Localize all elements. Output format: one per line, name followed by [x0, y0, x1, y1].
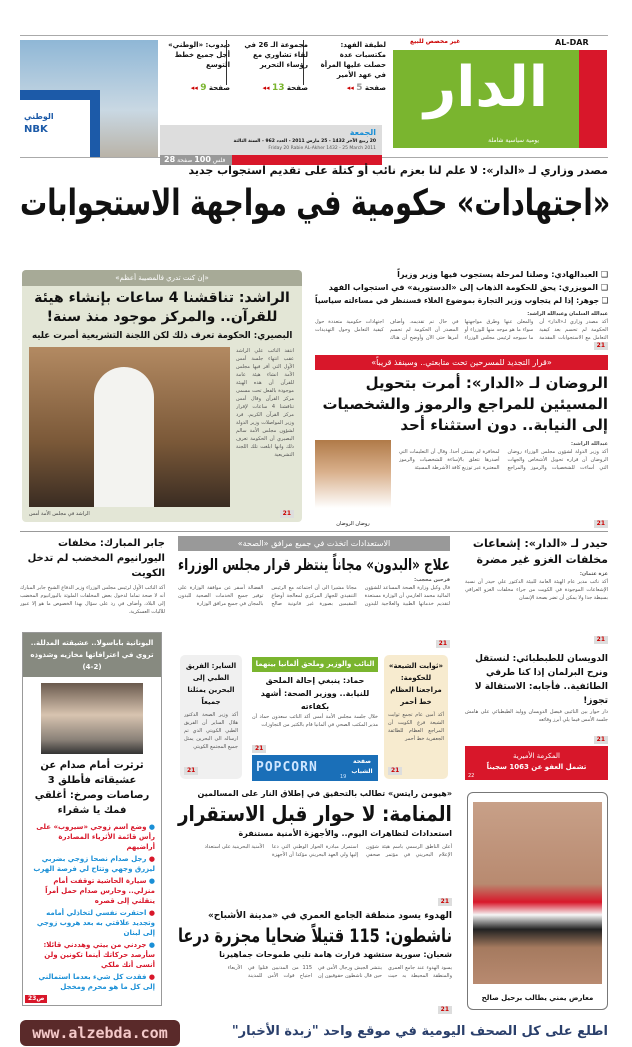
- date-ar: 20 ربيع الآخر 1432 - 25 مارس 2011 - العدد 962 - السنة الثالثة: [233, 139, 376, 144]
- text-block: 13: [271, 83, 285, 93]
- bullet: [315, 268, 608, 281]
- text-block: ❑ جوهر: إذا لم يتجاوب وزير التجارة بموضوع الغلاء فسننظر في مساءلته سياسياً: [314, 296, 608, 305]
- text-block: شعبان: سورية ستشهد قرارت هامة تلبي طموحات جماهيرنا: [219, 950, 452, 959]
- bullet-icon: ●: [148, 941, 155, 949]
- page-ref[interactable]: ص23: [25, 995, 47, 1003]
- arrow-icon: ◂◂: [346, 84, 354, 92]
- text-block: احتقرت نفسي لتخاذلي أمامه وتجديد علاقتي به بعد هروب زوجي إلى لبنان: [36, 909, 155, 937]
- bullet-icon: ●: [148, 973, 155, 981]
- amnesty-page: 22: [468, 773, 475, 779]
- papasola-header: اليونانية باباسولا.. عشيقته المدللة.. تروي في اعترافاتها مخازيه وشذوذه (2-4): [23, 633, 161, 677]
- logo: [393, 50, 579, 148]
- footer-promo: [188, 1022, 608, 1042]
- divider: [20, 35, 608, 36]
- text-block: المويزري: يحق للحكومة الذهاب إلى «الدستورية» في استجواب الفهد: [328, 283, 599, 292]
- text-block: «اجتهادات» حكومية في مواجهة الاستجوابات: [19, 183, 610, 224]
- yemen-photo-box: [467, 792, 608, 1010]
- rodhan-byline: عبدالله الراشد:: [571, 441, 608, 447]
- teaser-text: ديدوب: «الوطني» أجل جميع خطط التوسع: [168, 41, 230, 69]
- manama-headline[interactable]: [178, 800, 452, 828]
- text-block: ناشطون: 115 قتيلاً ضحايا مجزرة درعا: [177, 925, 452, 947]
- rodhan-photo: [315, 440, 391, 520]
- page-ref[interactable]: 21: [594, 520, 608, 528]
- dawaisan-story: [465, 652, 608, 780]
- saier-headline[interactable]: الساير: الفريق الطبي إلى البحرين يمثلنا جميعاً: [185, 662, 237, 706]
- teasers: [160, 40, 388, 112]
- rashed-photo: [29, 347, 230, 507]
- saier-body: أكد وزير الصحة الدكتور هلال الساير أن الفريق الطبي الكويتي الذي تم ارساله الى البحرين يمثل جميع المجتمع الكويتي: [184, 712, 238, 750]
- text-block: فقدت كل شيء بعدما استمالني إلى كل ما هو محرم ومخجل: [38, 973, 155, 991]
- shia-box: [384, 655, 448, 779]
- rashed-caption: الراشد في مجلس الأمة أمس: [29, 511, 90, 517]
- bedoon-story: [178, 536, 450, 648]
- haider-story: [465, 536, 608, 644]
- bedoon-banner: الاستعدادات اتخذت في جميع مرافق «الصحة»: [178, 536, 450, 551]
- rashed-headline[interactable]: الراشد: تناقشنا 4 ساعات بإنشاء هيئة للقرآن.. والمركز موجود منذ سنة!: [34, 290, 290, 325]
- popcorn-page: 19: [340, 774, 347, 780]
- nbk-ad[interactable]: [20, 40, 158, 157]
- dawaisan-headline[interactable]: الدويسان للطبطبائي: لنستقل ونرح البرلمان إذا كنا طرفي الطائفية.. فأجابه: الاستقالة لا تجوز!: [474, 654, 608, 706]
- bullet-icon: ●: [148, 823, 155, 831]
- text-block: اطلع على كل الصحف اليومية في موقع واحد "زبدة الأخبار": [231, 1024, 608, 1039]
- page-ref[interactable]: 21: [438, 898, 452, 906]
- jaber-headline[interactable]: جابر المبارك: مخلفات اليورانيوم المخضب لم تدخل الكويت: [27, 538, 165, 579]
- rashed-story: [29, 347, 294, 507]
- divider: [20, 531, 608, 532]
- rodhan-headline[interactable]: الروضان لـ «الدار»: أمرت بتحويل المسيئين للمراجع والرموز والشخصيات إلى النيابة.. دون استثناء أحد: [322, 374, 608, 434]
- lead-body: أكد مصدر وزاري لـ«الدار» أن الحكومة لم تحسم بعد كيفية التعامل مع الاستجوابات المقدمة والمعلن عنها وطرق مواجهتها سواء ما هو موجه منها للوزراء أو ما سيوجه لرئيس مجلس الوزراء في حال تم تقديمه. وأضاف المصدر أن الحكومة لم تحسم أمرها حتى الآن وأوضح أن هناك اجتهادات حكومية متعددة حول كيفية التعامل وحول التهديدات: [315, 319, 608, 341]
- yemen-caption: معارض يمني يطالب برحيل صالح: [481, 994, 594, 1002]
- hammad-story: [252, 657, 378, 781]
- haider-byline: عزة عثمان:: [579, 571, 608, 577]
- popcorn-label: صفحة الشباب: [351, 758, 373, 775]
- popcorn-box[interactable]: [252, 755, 378, 781]
- syria-body: يسود الهدوء عند جامع العمري والمنطقة المحيطة به حيث ينتشر الجيش ورجال الأمن في حين قال ناشطون حقوقيون إن 115 من المدنيين قتلوا في اجتياح قوات الأمن للمدينة الأربعاء: [227, 965, 452, 979]
- syria-sub: [178, 949, 452, 961]
- text-block: مصدر وزاري لـ «الدار»: لا علم لنا بعزم نائب أو كتلة على تقديم استجواب جديد: [188, 164, 608, 177]
- amnesty-title: المكرمة الأميرية: [513, 752, 560, 760]
- papasola-list: [29, 822, 155, 992]
- rashed-body: انتقد النائب علي الراشد عقب انتهاء جلسة أمس الأول التي أقر فيها مجلس الأمة انشاء هيئة عامة للقرآن أن هذه الهيئة موجودة بالفعل تحت مسمى مركز القرآن وقال أمس تناقشنا 4 ساعات لإقرار مركز القرآن الكريم. فرد وزير المواصلات وزير الدولة لشؤون مجلس الأمة سالم البصيري أن الحكومة تعرف ذلك وانها ابلغت تلك اللجنة التشريعية: [236, 348, 294, 458]
- text-block: ❑ المويزري: يحق للحكومة الذهاب إلى «الدستورية» في استجواب الفهد: [328, 283, 608, 292]
- logo-text: الدار: [423, 55, 548, 120]
- lead-byline: عبدالله السلمان وعبدالله الراشد:: [527, 311, 608, 317]
- logo-red-bar: [579, 50, 607, 148]
- page-ref[interactable]: 21: [436, 640, 450, 648]
- manama-body: أعلن الناطق الرسمي باسم هيئة شؤون الإعلام البحريني في مؤتمر صحفي استمرار مبادرة الحوار الوطني التي دعا إليها ولي العهد البحريني مؤكدا أن الأجهزة الأمنية البحرينية على استعداد: [204, 844, 452, 858]
- arrow-icon: ◂◂: [190, 84, 198, 92]
- tagline: يومية سياسية شاملة: [488, 137, 539, 144]
- text-block: صفحة: [208, 84, 230, 92]
- text-block: 28: [164, 155, 176, 164]
- text-block: فلس: [212, 157, 226, 164]
- page-ref[interactable]: 21: [594, 736, 608, 744]
- popcorn-title: POPCORN: [256, 760, 318, 775]
- bedoon-byline: فرحين محجب:: [414, 577, 450, 583]
- page-ref[interactable]: 21: [594, 636, 608, 644]
- page-ref[interactable]: 21: [252, 745, 266, 753]
- text-block: العبدالهادي: وصلنا لمرحلة يستجوب فيها وزير وزيراً: [397, 270, 599, 279]
- page-ref[interactable]: 21: [388, 767, 402, 775]
- teaser-text: مجموعة الـ 26 في لقاء تشاوري مع رؤساء التحرير: [244, 41, 308, 69]
- saier-box: [180, 655, 242, 779]
- list-item: [29, 972, 155, 992]
- rashed-sub: [32, 330, 292, 342]
- rodhan-story: [315, 440, 608, 528]
- bullet: [315, 294, 608, 307]
- teaser-3[interactable]: [164, 40, 230, 93]
- lead-headline[interactable]: [20, 180, 610, 228]
- text-block: استعدادات لتظاهرات اليوم.. والأجهزة الأمنية مستنفرة: [238, 829, 452, 838]
- manama-story: [178, 788, 452, 906]
- saddam-photo: [41, 683, 143, 754]
- text-block: رجل صدام نصحا زوجي بضربي ليزرق وجهي وتتاح لي فرصة الهرب: [33, 855, 155, 873]
- ad-brand-ar: الوطني: [24, 112, 54, 121]
- site-link[interactable]: www.alzebda.com: [20, 1020, 180, 1046]
- latin-name: AL-DAR: [555, 38, 589, 47]
- text-block: [318, 83, 386, 93]
- teaser-1[interactable]: [318, 40, 386, 93]
- shia-headline[interactable]: «ثوابت الشيعة» للحكومة: مراجعنا العظام خط أحمر: [388, 662, 444, 706]
- rashed-footer: [29, 510, 294, 518]
- text-block: المنامة: لا حوار قبل الاستقرار: [178, 802, 452, 826]
- amnesty-text: تشمل العفو عن 1063 سجيناً: [486, 763, 587, 771]
- page-ref[interactable]: 21: [280, 510, 294, 518]
- papasola-headline[interactable]: ثرثرت أمام صدام عن عشيقاته فأطلق 3 رصاصات وصرخ: أغلقي فمك يا شقراء: [34, 760, 150, 816]
- text-block: ❑ العبدالهادي: وصلنا لمرحلة يستجوب فيها وزير وزيراً: [397, 270, 608, 279]
- bullet-icon: ●: [148, 877, 155, 885]
- syria-kicker: [178, 910, 452, 923]
- hammad-headline[interactable]: حماد: ينبغي إحالة الملحق للنيابة.. ووزير الصحة: أشهد بكفاءته: [260, 676, 370, 711]
- date-en: Friday 20 Rabie AL-Akher 1432 - 25 March 2011: [268, 146, 376, 151]
- page-ref[interactable]: 21: [184, 767, 198, 775]
- rodhan-caption: روضان الروضان: [336, 521, 370, 527]
- bedoon-body: قال وكيل وزارة الصحة المساعد للشؤون المالية محمد العازمي أن الوزارة مستعدة لتقديم خدماتها الطبية والعلاجية للبدون مجانا مشيرا الى أن اجتماعه مع الرئيس التنفيذي للجهاز المركزي لمعالجة أوضاع المقيمين بصورة غير قانونية صالح الفضالة أسفر عن موافقة الوزارة على توفير جميع الخدمات الصحية للبدون بالمجان في جميع مرافق الوزارة: [178, 585, 450, 607]
- bullet: [315, 281, 608, 294]
- text-block: [164, 83, 230, 93]
- lead-right-column: [315, 268, 608, 528]
- jaber-story: [20, 536, 165, 626]
- text-block: [94, 367, 154, 507]
- arrow-icon: ◂◂: [262, 84, 270, 92]
- haider-headline[interactable]: حيدر لـ «الدار»: إشعاعات مخلفات الغزو غير مضرة: [472, 537, 608, 566]
- text-block: صفحة: [177, 157, 193, 164]
- lead-kicker: [20, 164, 608, 178]
- text-block: البصيري: الحكومة تعرف ذلك لكن اللجنة التشريعية أصرت عليه: [31, 331, 292, 341]
- bedoon-headline[interactable]: [178, 554, 450, 576]
- text-block: جردني من بيتي وهددني قائلا: سأرصد حركاتك أينما تكونين ولن أنسى أنك ملكي: [43, 941, 155, 969]
- yemen-photo: [473, 802, 602, 984]
- manama-sub: [178, 828, 452, 840]
- page-ref[interactable]: 21: [438, 1006, 452, 1014]
- text-block: 5: [356, 83, 363, 93]
- text-block: [399, 440, 608, 528]
- price-note: غير مخصص للبيع: [410, 38, 461, 45]
- text-block: سيارة الحاشية توقفت أمام منزلي.. وحارس صدام حمل أمراً ينقلني إلى قصره: [45, 877, 155, 905]
- list-item: [29, 876, 155, 906]
- amnesty-box[interactable]: [465, 746, 608, 780]
- syria-headline[interactable]: [178, 923, 452, 949]
- page-ref[interactable]: 21: [594, 342, 608, 350]
- shia-body: أكد أمين عام تجمع ثوابت الشيعة فرع الكويت أن المراجع العظام للطائفة الجعفرية خط أحمر: [388, 712, 444, 742]
- text-block: علاج «البدون» مجاناً ينتظر قرار مجلس الوزراء: [178, 555, 450, 574]
- day: الجمعة: [349, 128, 376, 137]
- text-block: 9: [200, 83, 207, 93]
- date-box: [160, 125, 382, 165]
- text-block: جوهر: إذا لم يتجاوب وزير التجارة بموضوع الغلاء فسننظر في مساءلته سياسياً: [314, 296, 599, 305]
- text-block: صفحة: [286, 84, 308, 92]
- bullet-icon: ●: [148, 909, 155, 917]
- rodhan-body: أكد وزير الدولة لشؤون مجلس الوزراء روضان الروضان أن قراره تحويل الأشخاص والجهات التي أساءت للشخصيات والرموز والمراجع لمخافرة لم يستثن أحدا. وقال أن التعليمات التي أصدرها تتعلق بالإساءة للشخصيات والرموز المعتبرة عبر توزيع كافة الأشرطة المسيئة: [399, 449, 608, 471]
- rashed-box: [22, 270, 302, 522]
- rashed-kicker: «إن كنت تدري فالمصيبة أعظم»: [22, 270, 302, 286]
- hammad-banner: النائب والوزير وملحق ألمانيا بينهما: [252, 657, 379, 672]
- text-block: صفحة: [364, 84, 386, 92]
- hammad-body: خلال جلسة مجلس الأمة أمس أكد النائب سعدون حماد أن مدير المكتب الصحي في ألمانيا قام بالكثير من التجاوزات: [252, 714, 378, 728]
- text-block: الهدوء يسود منطقة الجامع العمري في «مدينة الأشباح»: [207, 911, 452, 921]
- bullet-icon: ●: [148, 855, 155, 863]
- text-block: «هيومن رايتس» تطالب بالتحقيق في إطلاق النار على المسالمين: [197, 789, 452, 798]
- list-item: [29, 854, 155, 874]
- teaser-text: لطيفة الفهد: مكتسبات عدة حصلت عليها المرأة في عهد الأمير: [320, 41, 386, 79]
- list-item: [29, 822, 155, 852]
- jaber-body: أكد النائب الأول لرئيس مجلس الوزراء وزير الدفاع الشيخ جابر المبارك أنه لا صحة تماما لدخول بعض المخلفات الملوثة باليورانيوم المخضب إلى البلاد، وأضاف في رد على سؤال بهذا الخصوص ما هو إلا عبور للآليات العسكرية.: [20, 585, 165, 615]
- text-block: 100: [194, 155, 211, 164]
- rodhan-banner: «قرار التجديد للمسرحين تحت متابعتي.. وسينفذ قريباً»: [315, 355, 608, 370]
- dawaisan-body: دار حوار بين النائبين فيصل الدويسان ووليد الطبطبائي على هامش جلسة الأمس فيما يلي أبرز وقائعه: [465, 709, 608, 723]
- teaser-2[interactable]: [242, 40, 308, 93]
- text-block: [315, 440, 391, 528]
- text-block: وضع اسم زوجي «سيروب» على رأس قائمة الأثرياء المصادرة أراضيهم: [36, 823, 155, 851]
- manama-kicker: [178, 788, 452, 800]
- text-block: [242, 83, 308, 93]
- syria-story: [178, 910, 452, 1014]
- haider-body: أكد نائب مدير عام الهيئة العامة للبيئة الدكتور علي حيدر أن نسبة الإشعاعات الموجودة في الكويت من جراء مخلفات الغزو العراقي بسيطة جدا ولا يمكن أن تضر بصحة الإنسان: [465, 579, 608, 601]
- ad-brand-en: NBK: [24, 124, 48, 135]
